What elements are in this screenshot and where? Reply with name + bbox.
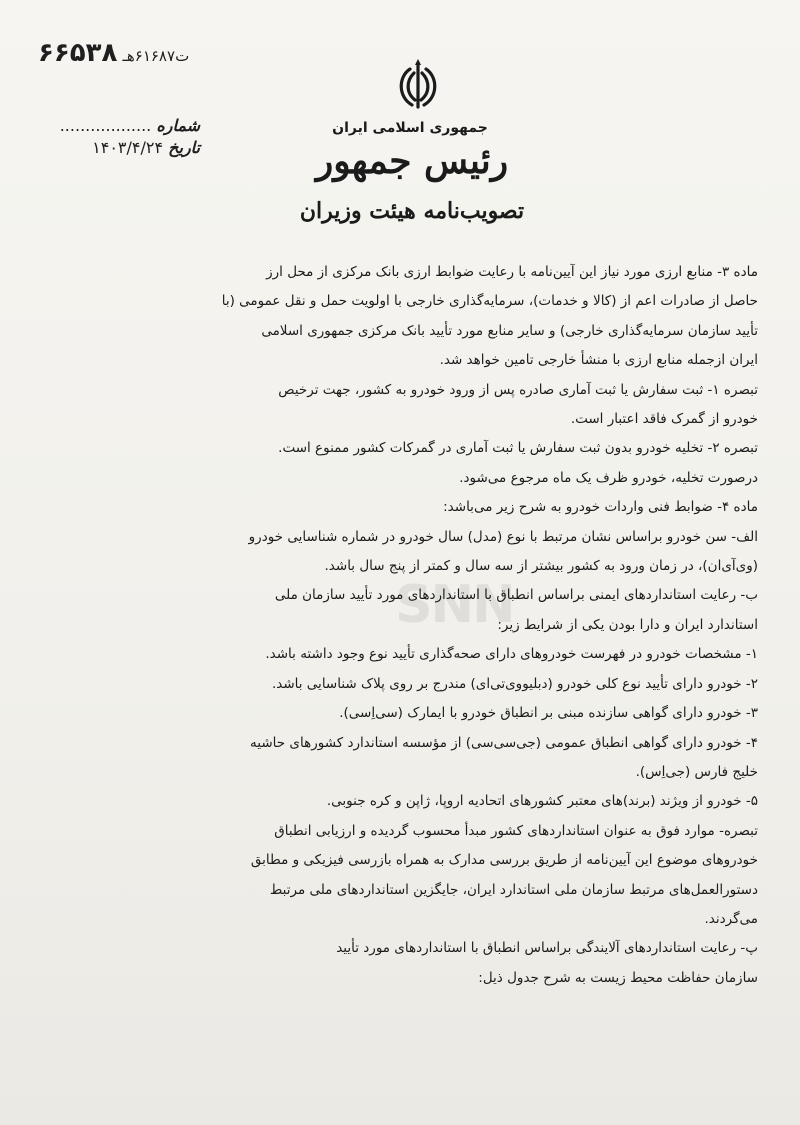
watermark: SNN [395,575,514,635]
date-label: تاریخ [168,138,200,157]
text-line: تبصره ۲- تخلیه خودرو بدون ثبت سفارش یا ثبت آماری در گمرکات کشور ممنوع است. [278,440,758,457]
paragraph [52,493,758,522]
letter-reference [38,38,199,68]
text-line: می‌گردند. [704,910,758,927]
text-line: ۳- خودرو دارای گواهی سازنده مبنی بر انطباق خودرو با ایمارک (سی‌اِسی). [339,705,758,722]
decree-body [52,258,758,993]
text-line: ماده ۳- منابع ارزی مورد نیاز این آیین‌نامه با رعایت ضوابط ارزی بانک مرکزی از محل ارز [266,264,758,280]
number-label: شماره [156,116,200,135]
text-line: تأیید سازمان سرمایه‌گذاری خارجی) و سایر منابع مورد تأیید بانک مرکزی جمهوری اسلامی [261,322,758,339]
text-line: ایران ازجمله منابع ارزی با منشأ خارجی تامین خواهد شد. [439,352,758,369]
paragraph [52,934,758,993]
text-line: (وی‌آی‌ان)، در زمان ورود به کشور بیشتر از سه سال و کمتر از پنج سال باشد. [324,558,758,575]
text-line: تبصره ۱- ثبت سفارش یا ثبت آماری صادره پس از ورود خودرو به کشور، جهت ترخیص [278,381,758,398]
text-line: دستورالعمل‌های مرتبط سازمان ملی استاندارد ایران، جایگزین استانداردهای ملی مرتبط [269,881,758,898]
text-line: حاصل از صادرات اعم از (کالا و خدمات)، سرمایه‌گذاری خارجی با اولویت حمل و نقل عمومی (با [221,293,758,310]
text-line: سازمان حفاظت محیط زیست به شرح جدول ذیل: [478,969,758,986]
text-line: تبصره- موارد فوق به عنوان استانداردهای کشور مبدأ محسوب گردیده و ارزیابی انطباق [274,822,758,839]
paragraph [52,434,758,493]
text-line: درصورت تخلیه، خودرو ظرف یک ماه مرجوع می‌شود. [459,469,758,486]
text-line: خلیج فارس (جی‌اِس). [635,763,758,780]
date-value: ۱۴۰۳/۴/۲۴ [92,138,164,157]
text-line: الف- سن خودرو براساس نشان مرتبط با نوع (مدل) سال خودرو در شماره شناسایی خودرو [248,528,758,545]
text-line: خودرو از گمرک فاقد اعتبار است. [570,411,758,428]
text-line: ماده ۴- ضوابط فنی واردات خودرو به شرح زیر می‌باشد: [443,499,758,516]
paragraph [52,817,758,935]
paragraph [52,258,758,376]
text-line: خودروهای موضوع این آیین‌نامه از طریق بررسی مدارک به همراه بازرسی فیزیکی و مطابق [250,852,758,869]
reference-code: ت۶۱۶۸۷هـ [122,47,190,65]
office-title: رئیس جمهور [315,140,509,182]
paragraph [52,699,758,728]
letter-number: ۶۶۵۳۸ [38,38,118,68]
paragraph [52,787,758,816]
paragraph [52,670,758,699]
paragraph [52,581,758,640]
paragraph [52,640,758,669]
country-name: جمهوری اسلامی ایران [332,120,488,136]
text-line: ب- رعایت استانداردهای ایمنی براساس انطباق با استانداردهای مورد تأیید سازمان ملی [274,587,758,604]
text-line: پ- رعایت استانداردهای آلایندگی براساس انطباق با استانداردهای مورد تأیید [336,940,758,957]
number-value: .................. [59,116,152,135]
text-line: ۵- خودرو از ویژند (برند)های معتبر کشورهای اتحادیه اروپا، ژاپن و کره جنوبی. [326,793,758,810]
text-line: ۱- مشخصات خودرو در فهرست خودروهای دارای صحه‌گذاری تأیید نوع وجود داشته باشد. [265,646,758,663]
paragraph [52,729,758,788]
text-line: ۲- خودرو دارای تأیید نوع کلی خودرو (دبلیووی‌تی‌ای) مندرج بر روی پلاک شناسایی باشد. [271,675,758,692]
text-line: استاندارد ایران و دارا بودن یکی از شرایط زیر: [497,616,758,633]
paragraph [52,523,758,582]
iran-emblem-icon [388,55,448,115]
text-line: ۴- خودرو دارای گواهی انطباق عمومی (جی‌سی‌سی) از مؤسسه استاندارد کشورهای حاشیه [250,734,758,751]
paragraph [52,376,758,435]
document-subtitle: تصویب‌نامه هیئت وزیران [299,198,525,224]
